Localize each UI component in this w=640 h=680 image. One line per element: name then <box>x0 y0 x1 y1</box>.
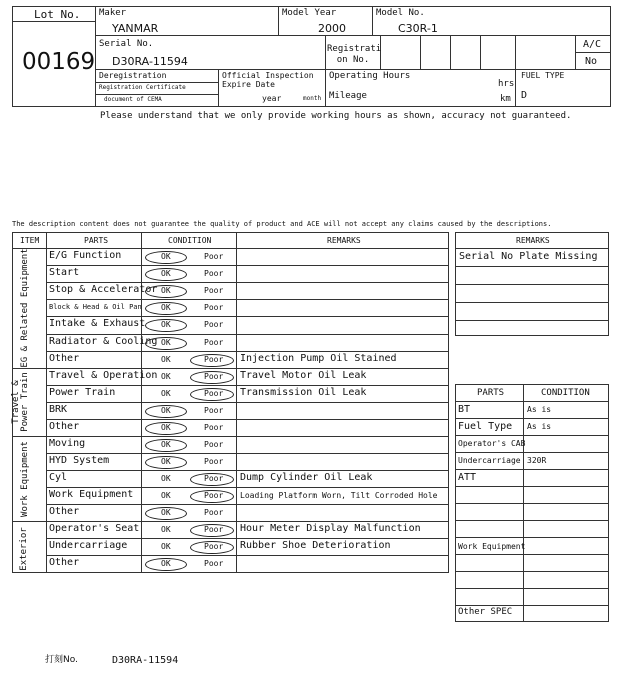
ok-selected-mark <box>145 319 187 332</box>
remark-text: Rubber Shoe Deterioration <box>240 539 391 551</box>
fuel-type-value: D <box>521 90 528 101</box>
ok-option[interactable]: OK <box>161 285 171 295</box>
year-label: year <box>262 94 282 103</box>
part-name: BRK <box>49 403 68 415</box>
ok-selected-mark <box>145 558 187 571</box>
spec-other-spec-label: Other SPEC <box>458 607 513 617</box>
ok-selected-mark <box>145 422 187 435</box>
part-name: Other <box>49 505 80 517</box>
registration-label: Registrati on No. <box>327 44 382 65</box>
spec-condition-header: CONDITION <box>541 388 590 398</box>
part-name: Other <box>49 352 80 364</box>
deregistration-label: Deregistration <box>99 71 167 80</box>
hours-notice: Please understand that we only provide working hours as shown, accuracy not guaranteed. <box>100 111 572 121</box>
stamp-label: 打刻No. <box>45 655 78 665</box>
spec-part: ATT <box>458 471 477 483</box>
poor-option[interactable]: Poor <box>204 354 224 364</box>
ok-option[interactable]: OK <box>161 302 171 312</box>
ok-option[interactable]: OK <box>161 439 171 449</box>
model-year-label: Model Year <box>282 8 337 18</box>
poor-option[interactable]: Poor <box>204 473 224 483</box>
group-label-eg-related-equipment: EG & Related Equipment <box>20 248 30 368</box>
part-name: Other <box>49 556 80 568</box>
ok-option[interactable]: OK <box>161 268 171 278</box>
ok-selected-mark <box>145 507 187 520</box>
lot-number: 00169 <box>22 49 96 75</box>
part-name: Block & Head & Oil Pan <box>49 302 142 311</box>
spec-condition: As is <box>527 421 552 431</box>
ok-selected-mark <box>145 439 187 452</box>
poor-option[interactable]: Poor <box>204 541 224 551</box>
poor-selected-mark <box>190 473 234 486</box>
poor-option[interactable]: Poor <box>204 558 224 568</box>
spec-work-equipment-label: Work Equipment <box>458 542 526 551</box>
ok-option[interactable]: OK <box>161 354 171 364</box>
model-no-label: Model No. <box>376 8 425 18</box>
ok-selected-mark <box>145 285 187 298</box>
hours-unit: hrs <box>498 79 515 89</box>
part-name: Work Equipment <box>49 488 134 500</box>
fuel-type-label: FUEL TYPE <box>521 71 565 80</box>
model-no-value: C30R-1 <box>398 22 438 35</box>
maker-label: Maker <box>99 8 127 18</box>
poor-option[interactable]: Poor <box>204 251 224 261</box>
remark-text: Injection Pump Oil Stained <box>240 352 397 364</box>
spec-part: BT <box>458 403 471 415</box>
poor-option[interactable]: Poor <box>204 405 224 415</box>
mileage-label: Mileage <box>329 91 367 101</box>
part-name: HYD System <box>49 454 110 466</box>
ok-option[interactable]: OK <box>161 337 171 347</box>
spec-condition: As is <box>527 404 552 414</box>
ok-option[interactable]: OK <box>161 422 171 432</box>
ok-option[interactable]: OK <box>161 371 171 381</box>
poor-option[interactable]: Poor <box>204 337 224 347</box>
remark-text: Dump Cylinder Oil Leak <box>240 471 373 483</box>
right-remarks-header: REMARKS <box>516 236 550 245</box>
ok-option[interactable]: OK <box>161 251 171 261</box>
month-label: month <box>303 95 322 102</box>
lot-label: Lot No. <box>34 8 81 21</box>
part-name: E/G Function <box>49 249 122 261</box>
part-name: Operator's Seat <box>49 522 140 534</box>
spec-parts-header: PARTS <box>477 388 505 398</box>
ok-option[interactable]: OK <box>161 524 171 534</box>
poor-option[interactable]: Poor <box>204 268 224 278</box>
part-name: Radiator & Cooling <box>49 335 158 347</box>
spec-part: Fuel Type <box>458 420 513 432</box>
part-name: Stop & Accelerator <box>49 283 158 295</box>
remarks-header: REMARKS <box>327 236 361 245</box>
km-unit: km <box>500 94 511 104</box>
item-header: ITEM <box>20 236 40 245</box>
remark-text: Travel Motor Oil Leak <box>240 369 367 381</box>
spec-part: Undercarriage <box>458 455 521 465</box>
parts-header: PARTS <box>84 236 109 245</box>
poor-selected-mark <box>190 541 234 554</box>
serial-label: Serial No. <box>99 39 154 49</box>
poor-option[interactable]: Poor <box>204 371 224 381</box>
group-label-work-equipment: Work Equipment <box>20 441 30 517</box>
ok-selected-mark <box>145 456 187 469</box>
ok-selected-mark <box>145 302 187 315</box>
part-name: Undercarriage <box>49 539 128 551</box>
part-name: Other <box>49 420 80 432</box>
poor-option[interactable]: Poor <box>204 456 224 466</box>
right-remark-text: Serial No Plate Missing <box>459 251 598 262</box>
ok-option[interactable]: OK <box>161 541 171 551</box>
poor-selected-mark <box>190 490 234 503</box>
poor-option[interactable]: Poor <box>204 422 224 432</box>
poor-option[interactable]: Poor <box>204 302 224 312</box>
remark-text: Transmission Oil Leak <box>240 386 367 398</box>
poor-option[interactable]: Poor <box>204 285 224 295</box>
inspection-expire-label: Official Inspection Expire Date <box>222 71 314 89</box>
maker-value: YANMAR <box>112 22 159 35</box>
part-name: Power Train <box>49 386 116 398</box>
stamp-value: D30RA-11594 <box>112 655 179 666</box>
model-year-value: 2000 <box>318 22 346 35</box>
spec-part: Operator's CAB <box>458 438 526 448</box>
group-label-travel-power-train: Travel & Power Train <box>11 372 31 432</box>
remark-text: Loading Platform Worn, Tilt Corroded Hole <box>240 490 438 500</box>
part-name: Moving <box>49 437 86 449</box>
ac-value: No <box>585 56 598 67</box>
ok-option[interactable]: OK <box>161 558 171 568</box>
poor-option[interactable]: Poor <box>204 507 224 517</box>
ok-selected-mark <box>145 405 187 418</box>
ok-selected-mark <box>145 251 187 264</box>
poor-selected-mark <box>190 524 234 537</box>
ok-option[interactable]: OK <box>161 507 171 517</box>
group-label-exterior: Exterior <box>19 527 29 571</box>
poor-selected-mark <box>190 371 234 384</box>
poor-option[interactable]: Poor <box>204 388 224 398</box>
serial-value: D30RA-11594 <box>112 55 188 68</box>
poor-selected-mark <box>190 388 234 401</box>
description-disclaimer: The description content does not guarantee the quality of product and ACE will not accept any claims caused by the descriptions. <box>12 220 552 228</box>
ok-selected-mark <box>145 268 187 281</box>
ok-option[interactable]: OK <box>161 388 171 398</box>
poor-option[interactable]: Poor <box>204 524 224 534</box>
poor-option[interactable]: Poor <box>204 320 224 329</box>
part-name: Cyl <box>49 471 68 483</box>
ok-selected-mark <box>145 337 187 350</box>
poor-selected-mark <box>190 354 234 367</box>
spec-condition: 320R <box>527 455 547 465</box>
poor-option[interactable]: Poor <box>204 490 224 500</box>
condition-header: CONDITION <box>168 236 212 245</box>
registration-certificate-label: Registration Certificate <box>99 84 186 91</box>
poor-option[interactable]: Poor <box>204 439 224 449</box>
ok-option[interactable]: OK <box>161 320 171 329</box>
ok-option[interactable]: OK <box>161 490 171 500</box>
ac-label: A/C <box>583 39 602 50</box>
ok-option[interactable]: OK <box>161 456 171 466</box>
part-name: Start <box>49 266 80 278</box>
ok-option[interactable]: OK <box>161 473 171 483</box>
part-name: Intake & Exhaust <box>49 318 146 329</box>
part-name: Travel & Operation <box>49 369 158 381</box>
ok-option[interactable]: OK <box>161 405 171 415</box>
remark-text: Hour Meter Display Malfunction <box>240 522 421 534</box>
operating-hours-label: Operating Hours <box>329 71 411 81</box>
cema-document-label: document of CEMA <box>104 96 162 103</box>
